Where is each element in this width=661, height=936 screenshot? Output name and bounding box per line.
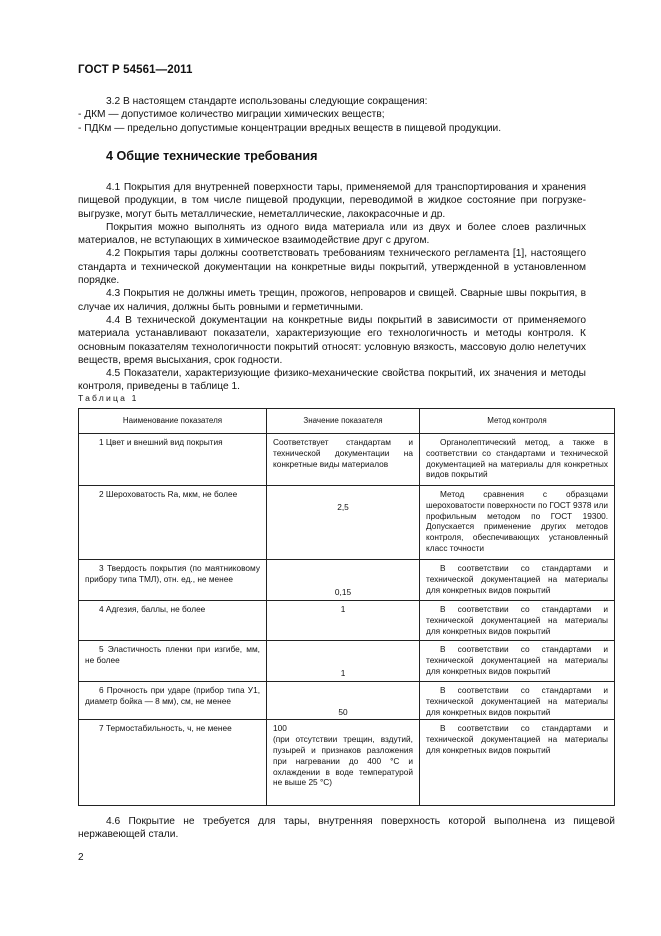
cell-method: В соответствии со стандартами и технической документацией на материалы для конкретных видов покрытий: [420, 601, 615, 641]
value-text: 1: [340, 668, 346, 679]
table-row: [79, 641, 615, 682]
abbreviations-intro: 3.2 В настоящем стандарте использованы следующие сокращения:: [106, 96, 428, 107]
cell-value: 1: [267, 601, 420, 641]
cell-name: 5 Эластичность пленки при изгибе, мм, не более: [79, 641, 267, 682]
column-header-method: Метод контроля: [420, 409, 615, 434]
paragraph: 4.3 Покрытия не должны иметь трещин, прожогов, непроваров и свищей. Сварные швы покрытия, в случае их наличия, должны быть ровными и герметичными.: [78, 288, 586, 313]
cell-name: 7 Термостабильность, ч, не менее: [79, 720, 267, 806]
page-number: 2: [78, 852, 84, 863]
abbreviations-block: [78, 95, 586, 135]
table-caption: Таблица 1: [78, 393, 139, 403]
cell-value: [267, 560, 420, 601]
cell-value: [267, 486, 420, 560]
section-body: [78, 181, 586, 394]
cell-value: 100 (при отсутствии трещин, вздутий, пузырей и признаков разложения при нагревании до 400 °С и охлаждении в воде температурой не выше 25 °С): [267, 720, 420, 806]
paragraph: 4.4 В технической документации на конкретные виды покрытий в зависимости от применяемого материала устанавливают показатели, характеризующие его технологичность и методы контроля. К основным показателям технологичности покрытий относят: условную вязкость, массовую долю нелетучих веществ, время высыхания, срок годности.: [78, 314, 586, 366]
cell-value: [267, 641, 420, 682]
value-text: 0,15: [334, 587, 352, 598]
table-row: [79, 720, 615, 806]
abbreviation-item: - ПДКм — предельно допустимые концентрации вредных веществ в пищевой продукции.: [78, 122, 502, 134]
table-row: [79, 434, 615, 486]
value-text: 50: [338, 706, 348, 717]
abbreviation-item: - ДКМ — допустимое количество миграции химических веществ;: [78, 109, 385, 121]
cell-method: В соответствии со стандартами и технической документацией на материалы для конкретных видов покрытий: [420, 720, 615, 806]
cell-method: В соответствии со стандартами и технической документацией на материалы для конкретных видов покрытий: [420, 560, 615, 601]
cell-name: 1 Цвет и внешний вид покрытия: [79, 434, 267, 486]
cell-method: В соответствии со стандартами и технической документацией на материалы для конкретных видов покрытий: [420, 682, 615, 720]
cell-method: В соответствии со стандартами и технической документацией на материалы для конкретных видов покрытий: [420, 641, 615, 682]
table-row: [79, 682, 615, 720]
cell-method: Органолептический метод, а также в соответствии со стандартами и технической документацией на материалы для конкретных видов покрытий: [420, 434, 615, 486]
table-header-row: [79, 409, 615, 434]
paragraph: 4.1 Покрытия для внутренней поверхности тары, применяемой для транспортирования и хранения пищевой продукции, в том числе пищевой продукции, переводимой в жидкое состояние при погрузке-выгрузке, могут быть металлические, неметаллические, лакокрасочные и др.: [78, 182, 586, 220]
cell-name: 6 Прочность при ударе (прибор типа У1, диаметр бойка — 8 мм), см, не менее: [79, 682, 267, 720]
value-text: 2,5: [337, 502, 349, 512]
cell-value: [267, 682, 420, 720]
specifications-table: [78, 408, 615, 806]
table-row: [79, 601, 615, 641]
cell-name: 2 Шероховатость Ra, мкм, не более: [79, 486, 267, 560]
cell-value: Соответствует стандартам и технической документации на конкретные виды материалов: [267, 434, 420, 486]
paragraph-4-6: 4.6 Покрытие не требуется для тары, внутренняя поверхность которой выполнена из пищевой нержавеющей стали.: [78, 816, 615, 841]
table-row: [79, 560, 615, 601]
document-header: ГОСТ Р 54561—2011: [78, 64, 193, 76]
cell-method: Метод сравнения с образцами шероховатости поверхности по ГОСТ 9378 или профильным методом по ГОСТ 19300. Допускается применение других методов контроля, обеспечивающих установленный класс точности: [420, 486, 615, 560]
section-title: 4 Общие технические требования: [106, 149, 318, 163]
table-row: [79, 486, 615, 560]
cell-name: 3 Твердость покрытия (по маятниковому прибору типа ТМЛ), отн. ед., не менее: [79, 560, 267, 601]
column-header-value: Значение показателя: [267, 409, 420, 434]
cell-name: 4 Адгезия, баллы, не более: [79, 601, 267, 641]
column-header-name: Наименование показателя: [79, 409, 267, 434]
paragraph: 4.5 Показатели, характеризующие физико-механические свойства покрытий, их значения и методы контроля, приведены в таблице 1.: [78, 368, 586, 393]
paragraph: 4.2 Покрытия тары должны соответствовать требованиям технического регламента [1], настоящего стандарта и технической документации на конкретные виды покрытий, утвержденной в установленном порядке.: [78, 248, 586, 287]
paragraph: Покрытия можно выполнять из одного вида материала или из двух и более слоев различных материалов, не вступающих в химическое взаимодействие друг с другом.: [78, 221, 586, 247]
